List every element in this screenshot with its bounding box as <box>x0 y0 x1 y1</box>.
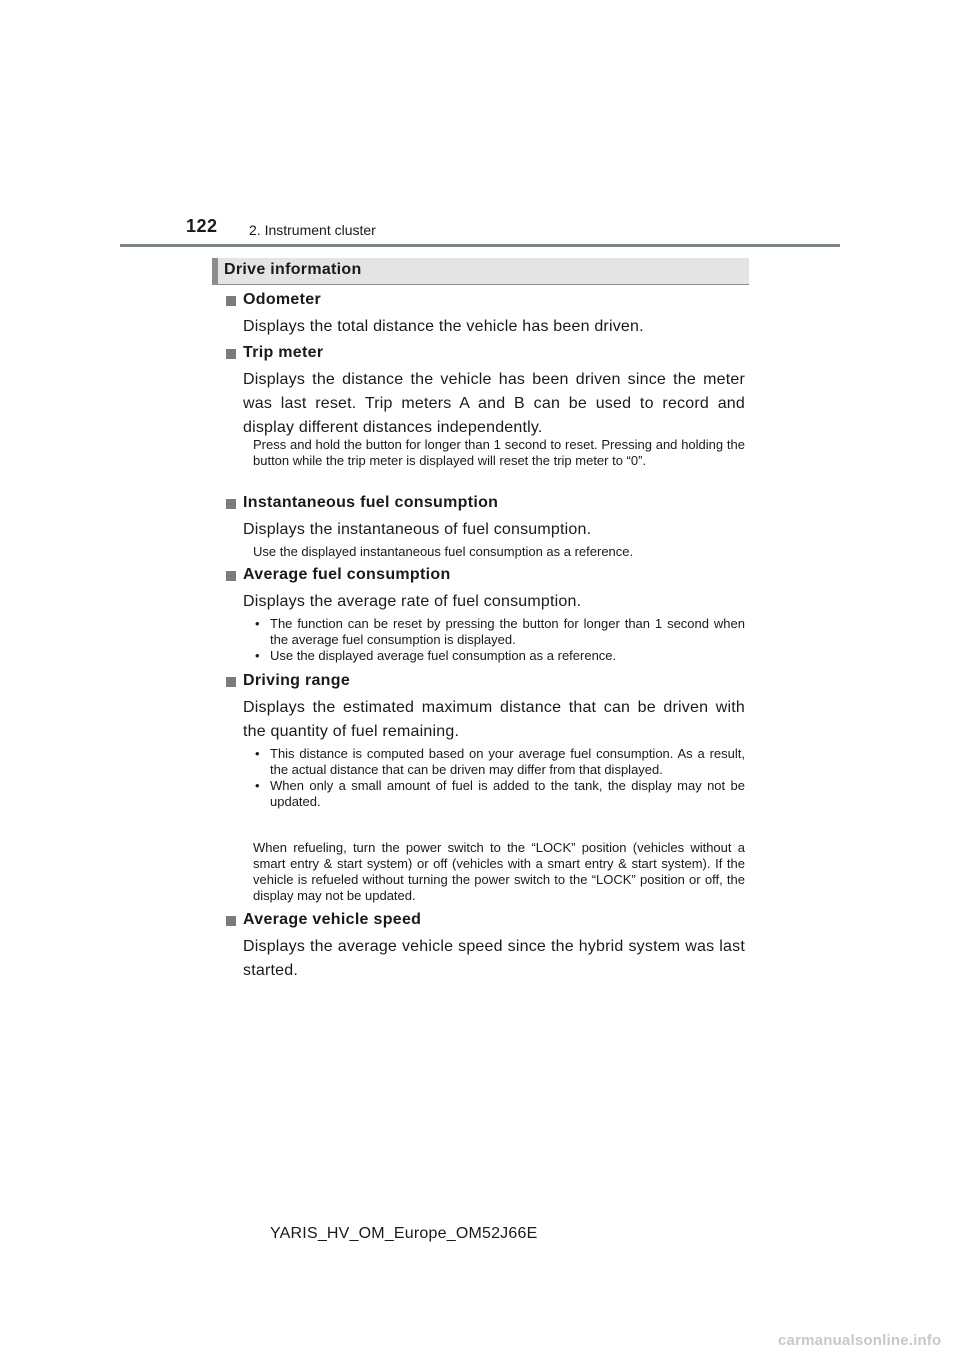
square-bullet-icon <box>226 677 236 687</box>
item-title-trip-meter: Trip meter <box>243 344 324 361</box>
square-bullet-icon <box>226 296 236 306</box>
list-item: • Use the displayed average fuel consumption as a reference. <box>255 648 617 663</box>
item-description-odometer: Displays the total distance the vehicle has been driven. <box>243 318 644 335</box>
square-bullet-icon <box>226 499 236 509</box>
header-divider <box>120 244 840 247</box>
item-note-trip-meter: Press and hold the button for longer than 1 second to reset. Pressing and holding the button while the trip meter is displayed will reset the trip meter to “0”. <box>253 437 745 468</box>
item-description-average-fuel: Displays the average rate of fuel consumption. <box>243 593 582 610</box>
item-description-average-speed: Displays the average vehicle speed since the hybrid system was last started. <box>243 938 745 979</box>
section-accent <box>212 258 218 284</box>
list-item: • The function can be reset by pressing the button for longer than 1 second when the average fuel consumption is displayed. <box>255 616 745 647</box>
bullet-dot-icon: • <box>255 616 260 631</box>
page-number: 122 <box>186 216 218 236</box>
list-item: • When only a small amount of fuel is added to the tank, the display may not be updated. <box>255 778 745 809</box>
section-heading-bar <box>212 258 749 285</box>
section-title: Drive information <box>224 261 362 278</box>
item-title-odometer: Odometer <box>243 291 321 308</box>
item-note-driving-range: When refueling, turn the power switch to the “LOCK” position (vehicles without a smart entry & start system) or off (vehicles with a smart entry & start system). If the vehicle is refueled without turning the power switch to the “LOCK” position or off, the display may not be updated. <box>253 840 745 903</box>
square-bullet-icon <box>226 571 236 581</box>
page-header <box>0 0 960 250</box>
item-note-instantaneous-fuel: Use the displayed instantaneous fuel consumption as a reference. <box>253 544 634 559</box>
bullet-dot-icon: • <box>255 746 260 761</box>
square-bullet-icon <box>226 349 236 359</box>
bullet-list-driving-range <box>253 746 745 810</box>
bullet-dot-icon: • <box>255 648 260 663</box>
watermark: carmanualsonline.info <box>778 1332 942 1349</box>
document-code: YARIS_HV_OM_Europe_OM52J66E <box>270 1225 538 1242</box>
item-description-trip-meter: Displays the distance the vehicle has been driven since the meter was last reset. Trip meters A and B can be used to record and display different distances independently. <box>243 371 745 436</box>
bullet-list-average-fuel <box>253 616 745 664</box>
bullet-dot-icon: • <box>255 778 260 793</box>
item-description-instantaneous-fuel: Displays the instantaneous of fuel consumption. <box>243 521 592 538</box>
item-title-average-speed: Average vehicle speed <box>243 911 422 928</box>
item-description-driving-range: Displays the estimated maximum distance that can be driven with the quantity of fuel remaining. <box>243 699 745 740</box>
list-item: • This distance is computed based on your average fuel consumption. As a result, the actual distance that can be driven may differ from that displayed. <box>255 746 745 777</box>
chapter-title: 2. Instrument cluster <box>249 222 376 238</box>
item-title-instantaneous-fuel: Instantaneous fuel consumption <box>243 494 499 511</box>
square-bullet-icon <box>226 916 236 926</box>
item-title-average-fuel: Average fuel consumption <box>243 566 451 583</box>
item-title-driving-range: Driving range <box>243 672 351 689</box>
